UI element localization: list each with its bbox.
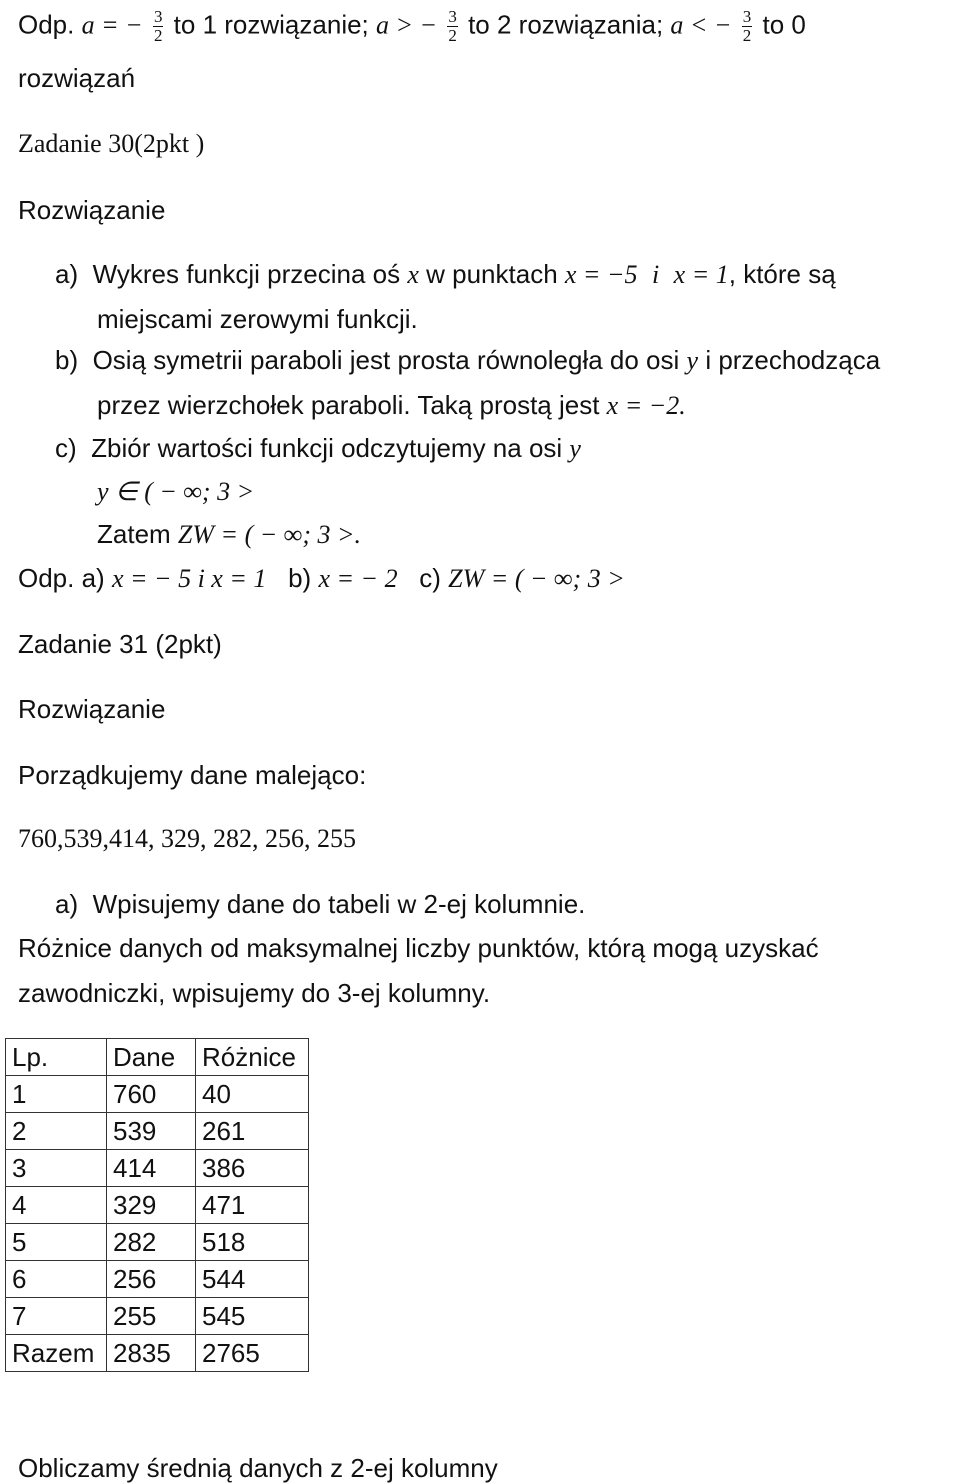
zadanie-31-title: Zadanie 31 (2pkt) bbox=[18, 629, 222, 659]
table-cell: 329 bbox=[107, 1187, 196, 1224]
table-cell: 261 bbox=[196, 1113, 309, 1150]
data-table bbox=[5, 1038, 309, 1372]
table-cell: 6 bbox=[6, 1261, 107, 1298]
a-greater: a > − bbox=[376, 10, 438, 40]
table-row bbox=[6, 1076, 309, 1113]
odp-line-2: rozwiązań bbox=[18, 63, 136, 93]
item-c-set: y ∈ ( − ∞; 3 > bbox=[97, 477, 255, 506]
table-cell: Lp. bbox=[6, 1039, 107, 1076]
item-b-line-1: b) Osią symetrii paraboli jest prosta równoległa do osi y i przechodząca bbox=[55, 345, 881, 375]
zadanie-30-answer: Odp. a) x = − 5 i x = 1 b) x = − 2 c) ZW = ( − ∞; 3 > bbox=[18, 563, 625, 593]
a-equals: a = − bbox=[81, 10, 143, 40]
table-cell: 539 bbox=[107, 1113, 196, 1150]
table-cell: 2835 bbox=[107, 1335, 196, 1372]
table-cell: 471 bbox=[196, 1187, 309, 1224]
table-cell: 760 bbox=[107, 1076, 196, 1113]
item-a-line-1: a) Wykres funkcji przecina oś x w punktach x = −5 i x = 1, które są bbox=[55, 259, 836, 289]
table-cell: 282 bbox=[107, 1224, 196, 1261]
sorted-values: 760,539,414, 329, 282, 256, 255 bbox=[18, 824, 356, 853]
table-cell: 255 bbox=[107, 1298, 196, 1335]
case-3-text: to 0 bbox=[762, 9, 806, 40]
table-body bbox=[6, 1039, 309, 1372]
table-row bbox=[6, 1261, 309, 1298]
item-b-line-2: przez wierzchołek paraboli. Taką prostą jest x = −2. bbox=[97, 390, 686, 420]
sort-instruction: Porządkujemy dane malejąco: bbox=[18, 760, 367, 790]
table-cell: 545 bbox=[196, 1298, 309, 1335]
diff-explanation-1: Różnice danych od maksymalnej liczby punktów, którą mogą uzyskać bbox=[18, 933, 819, 963]
item-c-zatem: Zatem ZW = ( − ∞; 3 >. bbox=[97, 519, 362, 549]
table-cell: 2765 bbox=[196, 1335, 309, 1372]
table-cell: 7 bbox=[6, 1298, 107, 1335]
table-row bbox=[6, 1187, 309, 1224]
table-cell: Dane bbox=[107, 1039, 196, 1076]
zadanie-30-heading: Rozwiązanie bbox=[18, 195, 166, 225]
table-cell: Różnice bbox=[196, 1039, 309, 1076]
table-cell: Razem bbox=[6, 1335, 107, 1372]
table-row bbox=[6, 1298, 309, 1335]
table-total-row bbox=[6, 1335, 309, 1372]
table-row bbox=[6, 1150, 309, 1187]
item-c-line-1: c) Zbiór wartości funkcji odczytujemy na osi y bbox=[55, 433, 581, 463]
table-header-row bbox=[6, 1039, 309, 1076]
zadanie-31-heading: Rozwiązanie bbox=[18, 694, 166, 724]
table-cell: 2 bbox=[6, 1113, 107, 1150]
fraction-3-2: $\frac{3}{2}$ bbox=[448, 7, 457, 45]
odp-line-1 bbox=[18, 8, 806, 45]
item-31-a: a) Wpisujemy dane do tabeli w 2-ej kolumnie. bbox=[55, 889, 586, 919]
table-row bbox=[6, 1224, 309, 1261]
table-row bbox=[6, 1113, 309, 1150]
table-cell: 518 bbox=[196, 1224, 309, 1261]
a-less: a < − bbox=[670, 10, 732, 40]
item-a-line-2: miejscami zerowymi funkcji. bbox=[97, 304, 418, 334]
table-cell: 40 bbox=[196, 1076, 309, 1113]
fraction-3-2: $\frac{3}{2}$ bbox=[153, 7, 163, 45]
table-cell: 3 bbox=[6, 1150, 107, 1187]
table-cell: 414 bbox=[107, 1150, 196, 1187]
table-cell: 5 bbox=[6, 1224, 107, 1261]
table-cell: 544 bbox=[196, 1261, 309, 1298]
odp-prefix: Odp. bbox=[18, 9, 75, 40]
table-cell: 4 bbox=[6, 1187, 107, 1224]
case-2-text: to 2 rozwiązania; bbox=[468, 9, 664, 40]
diff-explanation-2: zawodniczki, wpisujemy do 3-ej kolumny. bbox=[18, 978, 491, 1008]
zadanie-30-title: Zadanie 30(2pkt ) bbox=[18, 129, 205, 158]
table-cell: 1 bbox=[6, 1076, 107, 1113]
table-cell: 256 bbox=[107, 1261, 196, 1298]
fraction-3-2: $\frac{3}{2}$ bbox=[742, 7, 752, 45]
table-cell: 386 bbox=[196, 1150, 309, 1187]
case-1-text: to 1 rozwiązanie; bbox=[173, 9, 369, 40]
mean-instruction: Obliczamy średnią danych z 2-ej kolumny bbox=[18, 1453, 498, 1483]
